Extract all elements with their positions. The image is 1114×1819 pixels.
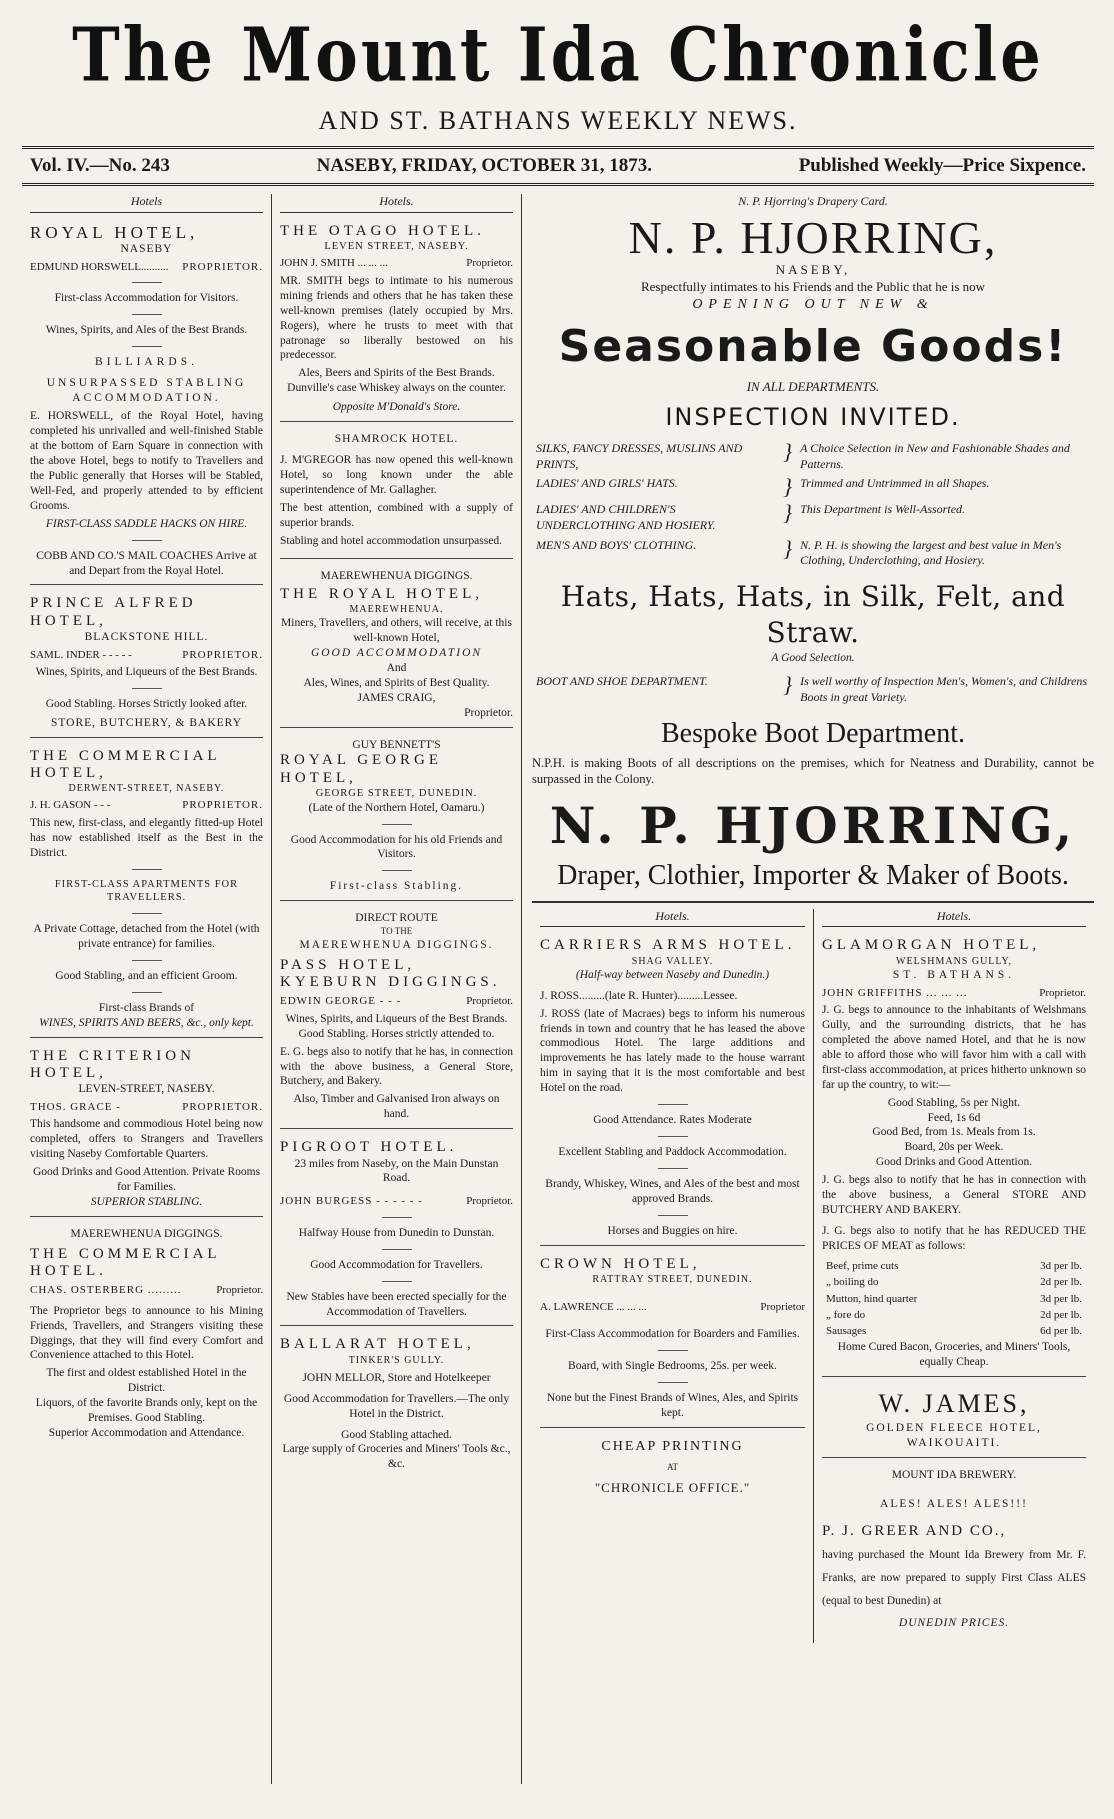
ad-line: Brandy, Whiskey, Wines, and Ales of the best and most approved Brands. (545, 1178, 800, 1206)
table-cell: MEN'S AND BOYS' CLOTHING. (536, 537, 697, 552)
ad-line: Good Drinks and Good Attention. Private Rooms for Families. (32, 1166, 261, 1194)
divider (658, 1382, 688, 1383)
ad-line: And (386, 661, 407, 674)
ad-line: WINES, SPIRITS AND BEERS, &c., only kept. (39, 1016, 254, 1029)
proprietor-role: Proprietor. (1039, 986, 1086, 999)
divider (382, 870, 412, 871)
ad-title: THE COMMERCIAL HOTEL. (30, 1245, 221, 1280)
ad-cheap-printing (540, 1434, 805, 1503)
ad-place: WELSHMANS GULLY, (896, 955, 1012, 967)
ad-heading: MAEREWHENUA DIGGINGS. (70, 1227, 223, 1240)
ad-maerewhenua-royal (280, 565, 513, 728)
ad-golden-fleece-hotel (822, 1383, 1086, 1458)
divider (382, 1249, 412, 1250)
ad-title: CROWN HOTEL, (540, 1255, 701, 1272)
ad-commercial-hotel (30, 744, 263, 1038)
ad-body: MR. SMITH begs to intimate to his numerous mining friends and others that he has taken these well-known premises (lately occupied by Mrs. Rogers), where he trusts to meet with that patronage so liberally bestowed on his predecessor. (280, 274, 513, 362)
ad-subhead: UNSURPASSED STABLING ACCOMMODATION. (46, 377, 247, 405)
proprietor-role: Proprietor. (466, 995, 513, 1008)
ad-headline: INSPECTION INVITED. (665, 402, 961, 431)
ad-line: Liquors, of the favorite Brands only, kept on the Premises. Good Stabling. (35, 1397, 258, 1425)
ad-prince-alfred-hotel (30, 591, 263, 738)
ad-line: Halfway House from Dunedin to Dunstan. (298, 1226, 495, 1239)
ad-line: Good Bed, from 1s. Meals from 1s. (872, 1126, 1036, 1139)
divider (658, 1136, 688, 1137)
masthead (22, 12, 1094, 138)
column-3 (522, 194, 1094, 1784)
proprietor-line (822, 986, 1086, 1000)
ad-line: Also, Timber and Galvanised Iron always on hand. (293, 1093, 500, 1121)
table-row (532, 439, 1094, 474)
ad-line: Home Cured Bacon, Groceries, and Miners' Tools, equally Cheap. (837, 1341, 1071, 1369)
table-cell: 3d per lb. (1040, 1292, 1082, 1305)
proprietor-role: PROPRIETOR. (182, 1101, 263, 1113)
ad-body: E. G. begs also to notify that he has, in connection with the above business, a General Store, Butchery, and Bakery. (280, 1045, 513, 1088)
table-cell: „ boiling do (826, 1276, 879, 1289)
ad-line: IN ALL DEPARTMENTS. (746, 379, 880, 395)
ad-place: SHAG VALLEY. (631, 955, 714, 967)
table-cell: N. P. H. is showing the largest and best value in Men's Clothing, Underclothing, and Hosiery. (800, 537, 1062, 568)
ad-line: Dunville's case Whiskey always on the counter. (287, 382, 506, 395)
ad-body: This handsome and commodious Hotel being now completed, offers to Strangers and Travellers visiting Naseby Comfortable Quarters. (30, 1118, 263, 1161)
sub-column-right (813, 909, 1094, 1643)
table-cell: 2d per lb. (1040, 1308, 1082, 1321)
divider (658, 1215, 688, 1216)
ad-line: Horses and Buggies on hire. (607, 1224, 738, 1237)
meat-price-table (822, 1257, 1086, 1340)
ad-carriers-arms-hotel (540, 933, 805, 1245)
table-cell: 6d per lb. (1040, 1325, 1082, 1338)
issue-date: NASEBY, FRIDAY, OCTOBER 31, 1873. (316, 155, 652, 176)
divider (658, 1168, 688, 1169)
ad-line: First-class Brands of (98, 1001, 195, 1014)
ad-headline: N. P. HJORRING, (549, 796, 1077, 856)
table-cell: Is well worthy of Inspection Men's, Women's, and Childrens Boots in great Variety. (800, 674, 1088, 704)
ad-line: JOHN MELLOR, Store and Hotelkeeper (302, 1371, 491, 1384)
ad-line: Good Stabling. Horses strictly attended to. (298, 1027, 495, 1040)
ad-criterion-hotel (30, 1044, 263, 1217)
ad-line: MAEREWHENUA DIGGINGS. (299, 938, 494, 951)
ad-title: GLAMORGAN HOTEL, (822, 937, 1041, 954)
section-heading: Hotels. (822, 909, 1086, 928)
columns (22, 194, 1094, 1784)
ad-maerewhenua-commercial (30, 1223, 263, 1447)
divider (132, 688, 162, 689)
proprietor-line (280, 256, 513, 270)
proprietor-line (30, 1283, 263, 1297)
ad-title: PRINCE ALFRED HOTEL, (30, 595, 197, 629)
ad-line: GOLDEN FLEECE HOTEL, (866, 1422, 1042, 1435)
ad-place: MAEREWHENUA. (349, 603, 444, 615)
table-row (824, 1324, 1084, 1338)
ad-title: THE COMMERCIAL HOTEL, (30, 747, 221, 782)
proprietor-name: SAML. INDER - - - - - (30, 648, 132, 661)
proprietor-line (30, 1100, 263, 1114)
ad-shamrock-hotel (280, 428, 513, 559)
table-row (824, 1308, 1084, 1322)
proprietor-role: Proprietor. (466, 257, 513, 270)
ad-title: SHAMROCK HOTEL. (334, 433, 459, 446)
masthead-subtitle: AND ST. BATHANS WEEKLY NEWS. (318, 106, 798, 135)
ad-line: Ales, Wines, and Spirits of Best Quality. (303, 676, 490, 689)
brace: } (783, 500, 793, 526)
table-row (532, 500, 1094, 535)
ad-title: ROYAL HOTEL, (30, 222, 199, 242)
table-cell: LADIES' AND GIRLS' HATS. (536, 476, 678, 491)
ad-line: Wines, Spirits, and Ales of the Best Brands. (45, 324, 248, 337)
proprietor-name: JOHN BURGESS - - - - - - (280, 1195, 423, 1208)
proprietor-name: EDWIN GEORGE - - - (280, 995, 402, 1008)
masthead-title: The Mount Ida Chronicle (72, 12, 1044, 99)
ad-line: First-Class Accommodation for Boarders and Families. (545, 1328, 800, 1341)
ad-line: Board, with Single Bedrooms, 25s. per week. (568, 1360, 777, 1373)
table-row (824, 1292, 1084, 1306)
divider (132, 282, 162, 283)
ad-place: NASEBY (120, 243, 173, 256)
ad-line: Good Stabling. Horses Strictly looked after. (45, 698, 248, 711)
ad-line: FIRST-CLASS APARTMENTS FOR TRAVELLERS. (54, 878, 239, 904)
proprietor-line (280, 1194, 513, 1208)
ad-headline: Hats, Hats, Hats, in Silk, Felt, and Straw. (560, 579, 1066, 650)
newspaper-page (22, 12, 1094, 1808)
section-heading: Hotels (30, 194, 263, 213)
column-2 (272, 194, 522, 1784)
ad-line: New Stables have been erected specially for the Accommodation of Travellers. (286, 1290, 507, 1318)
divider (658, 1104, 688, 1105)
signature: JAMES CRAIG, (357, 691, 436, 704)
ad-place: ST. BATHANS. (892, 968, 1016, 981)
ad-headline: Bespoke Boot Department. (660, 717, 966, 749)
ad-line: Good Drinks and Good Attention. (875, 1156, 1033, 1169)
ad-body: having purchased the Mount Ida Brewery from Mr. F. Franks, are now prepared to supply First Class ALES (equal to best Dunedin) at (822, 1549, 1086, 1608)
ad-line: First-class Stabling. (329, 880, 464, 893)
ad-line: Good Stabling, and an efficient Groom. (55, 969, 238, 982)
ad-body: J. ROSS (late of Macraes) begs to inform his numerous friends in town and country that he has leased the above commodious Hotel. The large additions and improvements he has lately made to the house warrant him in saying that it is the most comfortable and best Hotel on the road. (540, 1007, 805, 1095)
ad-line: Good Attendance. Rates Moderate (593, 1114, 752, 1127)
ad-mount-ida-brewery (822, 1464, 1086, 1637)
brace: } (783, 439, 793, 465)
divider (132, 540, 162, 541)
divider (132, 869, 162, 870)
ad-title: PASS HOTEL, KYEBURN DIGGINGS. (280, 956, 501, 991)
ad-place: LEVEN STREET, NASEBY. (324, 240, 469, 252)
ad-title: W. JAMES, (878, 1389, 1030, 1419)
table-cell: A Choice Selection in New and Fashionable Shades and Patterns. (800, 441, 1070, 471)
proprietor-line: J. ROSS.........(late R. Hunter).........Lessee. (540, 989, 738, 1002)
divider (132, 314, 162, 315)
ad-line: Feed, 1s 6d (927, 1111, 981, 1124)
boot-table (532, 672, 1094, 707)
proprietor-role: PROPRIETOR. (182, 799, 263, 812)
ad-place: LEVEN-STREET, NASEBY. (78, 1083, 215, 1096)
table-cell: SILKS, FANCY DRESSES, MUSLINS AND PRINTS, (536, 441, 743, 471)
divider (382, 1281, 412, 1282)
ad-place: TINKER'S GULLY. (348, 1354, 445, 1366)
ad-line: "CHRONICLE OFFICE." (594, 1480, 751, 1496)
ad-title: CHEAP PRINTING (601, 1439, 744, 1455)
section-heading: Hotels. (280, 194, 513, 213)
ad-heading: MAEREWHENUA DIGGINGS. (320, 569, 473, 582)
publication-price: Published Weekly—Price Sixpence. (798, 155, 1086, 176)
ad-body: This new, first-class, and elegantly fitted-up Hotel has now established itself as the Best in the District. (30, 816, 263, 859)
table-cell: Beef, prime cuts (826, 1259, 899, 1272)
ad-line: A Good Selection. (771, 652, 855, 665)
table-cell: Mutton, hind quarter (826, 1292, 918, 1305)
ad-line: Wines, Spirits, and Liqueurs of the Best Brands. (35, 666, 258, 679)
proprietor-line (30, 260, 263, 274)
ad-title: CARRIERS ARMS HOTEL. (540, 937, 796, 954)
ad-line: Good Accommodation for Travellers. (310, 1258, 483, 1271)
ad-line: BILLIARDS. (95, 356, 198, 369)
ad-title: THE ROYAL HOTEL, (280, 585, 484, 602)
ad-line: TO THE (380, 926, 413, 937)
ad-pass-hotel (280, 907, 513, 1129)
signature-role: Proprietor. (464, 706, 513, 719)
sub-columns (532, 901, 1094, 1643)
sub-column-left (532, 909, 813, 1643)
ad-title: THE CRITERION HOTEL, (30, 1047, 195, 1081)
ad-line: (Half-way between Naseby and Dunedin.) (575, 968, 770, 981)
ad-place: NASEBY, (775, 261, 851, 277)
divider (382, 824, 412, 825)
brace: } (783, 474, 793, 500)
divider (132, 992, 162, 993)
ad-line: Superior Accommodation and Attendance. (48, 1427, 245, 1440)
table-cell: Trimmed and Untrimmed in all Shapes. (800, 476, 990, 491)
ad-line: Good Stabling, 5s per Night. (887, 1096, 1021, 1109)
proprietor-name: JOHN GRIFFITHS ... ... ... (822, 986, 968, 999)
table-cell: 3d per lb. (1040, 1259, 1082, 1272)
ad-heading: DIRECT ROUTE (355, 912, 438, 925)
table-row (824, 1275, 1084, 1289)
table-row (532, 536, 1094, 571)
table-cell: 2d per lb. (1040, 1276, 1082, 1289)
ad-body: J. G. begs also to notify that he has in connection with the above business, a General STORE AND BUTCHERY AND BAKERY. (822, 1174, 1086, 1217)
divider (132, 913, 162, 914)
proprietor-line (30, 648, 263, 662)
ad-line: Opposite M'Donald's Store. (332, 401, 461, 414)
ad-title: N. P. HJORRING, (628, 211, 998, 263)
table-row (824, 1259, 1084, 1273)
ad-body: The best attention, combined with a supply of superior brands. (280, 501, 513, 529)
ad-title: ROYAL GEORGE HOTEL, (280, 752, 443, 786)
ad-line: Ales, Beers and Spirits of the Best Brands. (298, 367, 495, 380)
ad-royal-hotel (30, 219, 263, 586)
proprietor-line (30, 798, 263, 812)
ad-line: None but the Finest Brands of Wines, Ales, and Spirits kept. (546, 1392, 799, 1420)
proprietor-role: Proprietor. (216, 1284, 263, 1297)
ad-glamorgan-hotel (822, 933, 1086, 1377)
ad-line: STORE, BUTCHERY, & BAKERY (50, 717, 243, 730)
ad-line: Good Stabling attached. (341, 1428, 452, 1441)
proprietor-name: A. LAWRENCE ... ... ... (540, 1301, 647, 1314)
ad-body: Miners, Travellers, and others, will receive, at this well-known Hotel, (281, 616, 512, 644)
ad-line: ALES! ALES! ALES!!! (880, 1497, 1028, 1510)
ad-line: AT (667, 1462, 678, 1473)
ad-pigroot-hotel (280, 1135, 513, 1326)
ad-line: Good Accommodation for Travellers.—The only Hotel in the District. (283, 1392, 510, 1420)
ad-line: WAIKOUAITI. (906, 1437, 1002, 1450)
table-row (532, 474, 1094, 500)
divider (132, 960, 162, 961)
volume-number: Vol. IV.—No. 243 (30, 155, 170, 176)
proprietor-name: THOS. GRACE - (30, 1101, 121, 1113)
ad-ballarat-hotel (280, 1332, 513, 1478)
ad-line: FIRST-CLASS SADDLE HACKS ON HIRE. (45, 517, 248, 530)
ad-title: BALLARAT HOTEL, (280, 1336, 475, 1353)
table-row (532, 672, 1094, 707)
table-cell: Sausages (826, 1325, 867, 1338)
ad-line: Board, 20s per Week. (904, 1141, 1004, 1154)
divider (658, 1350, 688, 1351)
ad-line: Good Accommodation for his old Friends and Visitors. (290, 833, 503, 861)
ad-body: J. G. begs also to notify that he has REDUCED THE PRICES OF MEAT as follows: (822, 1225, 1086, 1253)
ad-body: N.P.H. is making Boots of all descriptions on the premises, which for Neatness and Durability, cannot be surpassed in the Colony. (532, 755, 1094, 787)
ad-place: 23 miles from Naseby, on the Main Dunstan Road. (294, 1157, 499, 1185)
ad-headline: Draper, Clothier, Importer & Maker of Boots. (557, 860, 1069, 892)
ad-line: Excellent Stabling and Paddock Accommodation. (558, 1146, 787, 1159)
proprietor-role: Proprietor. (466, 1195, 513, 1208)
ad-body: J. M'GREGOR has now opened this well-known Hotel, so long known under the able superintendence of Mr. Gallagher. (280, 454, 513, 497)
ad-heading: MOUNT IDA BREWERY. (891, 1468, 1017, 1481)
departments-table (532, 439, 1094, 571)
proprietor-role: PROPRIETOR. (182, 261, 263, 274)
ad-line: SUPERIOR STABLING. (90, 1195, 203, 1208)
ad-line: Respectfully intimates to his Friends and the Public that he is now (640, 278, 986, 294)
ad-title: P. J. GREER AND CO., (822, 1522, 1007, 1539)
ad-line: A Private Cottage, detached from the Hotel (with private entrance) for families. (33, 922, 260, 950)
proprietor-line (540, 1300, 805, 1314)
ad-title: PIGROOT HOTEL. (280, 1139, 458, 1156)
ad-line: COBB AND CO.'S MAIL COACHES Arrive at and Depart from the Royal Hotel. (36, 549, 257, 577)
ad-heading: GUY BENNETT'S (352, 738, 441, 751)
proprietor-line (280, 994, 513, 1008)
proprietor-name: J. H. GASON - - - (30, 799, 111, 812)
brace: } (783, 672, 793, 698)
ad-line: Wines, Spirits, and Liqueurs of the Best Brands. (285, 1012, 508, 1025)
ad-place: BLACKSTONE HILL. (84, 630, 209, 643)
ad-body: Stabling and hotel accommodation unsurpassed. (280, 534, 502, 547)
brace: } (783, 535, 793, 561)
ad-otago-hotel (280, 219, 513, 423)
ad-heading: N. P. Hjorring's Drapery Card. (738, 194, 888, 208)
ad-hjorring-drapery (532, 194, 1094, 895)
proprietor-name: EDMUND HORSWELL.......... (30, 261, 169, 274)
ad-line: DUNEDIN PRICES. (898, 1617, 1010, 1630)
ad-line: (Late of the Northern Hotel, Oamaru.) (308, 801, 485, 814)
proprietor-role: Proprietor (760, 1301, 805, 1314)
ad-line: Large supply of Groceries and Miners' Tools &c., &c. (282, 1443, 511, 1471)
ad-headline: Seasonable Goods! (558, 320, 1068, 372)
table-cell: This Department is Well-Assorted. (800, 502, 966, 517)
proprietor-name: JOHN J. SMITH ... ... ... (280, 257, 388, 270)
ad-body: The Proprietor begs to announce to his Mining Friends, Travellers, and Strangers visiting these Diggings, that they will find every Comfort and Convenience attached to this Hotel. (30, 1304, 263, 1362)
ad-place: DERWENT-STREET, NASEBY. (68, 783, 225, 795)
table-cell: „ fore do (826, 1308, 866, 1321)
ad-line: GOOD ACCOMMODATION (310, 646, 483, 659)
ad-body: E. HORSWELL, of the Royal Hotel, having completed his unrivalled and well-finished Stable at the bottom of Earn Square in connection with the above Hotel, begs to notify to Travellers and the Public generally that Horses will be Stabled, Well-Fed, and properly attended to by efficient Grooms. (30, 410, 263, 512)
ad-line: The first and oldest established Hotel in the District. (46, 1367, 247, 1395)
proprietor-role: PROPRIETOR. (182, 648, 263, 661)
divider (382, 1217, 412, 1218)
ad-crown-hotel (540, 1252, 805, 1428)
ad-place: GEORGE STREET, DUNEDIN. (315, 787, 478, 799)
divider (132, 346, 162, 347)
proprietor-name: CHAS. OSTERBERG ......... (30, 1284, 182, 1297)
ad-line: First-class Accommodation for Visitors. (54, 292, 239, 305)
column-1 (22, 194, 272, 1784)
table-cell: BOOT AND SHOE DEPARTMENT. (536, 674, 708, 689)
ad-body: J. G. begs to announce to the inhabitants of Welshmans Gully, and the surrounding districts, that he has completed the above named Hotel, and that he is now able to afford those who will favor him with a call with first-class accommodation, at prices hitherto unknown so far up the country, to wit:— (822, 1003, 1086, 1091)
ad-royal-george-hotel (280, 734, 513, 902)
section-heading: Hotels. (540, 909, 805, 928)
dateline (22, 146, 1094, 186)
ad-place: RATTRAY STREET, DUNEDIN. (592, 1274, 753, 1286)
ad-title: THE OTAGO HOTEL. (280, 222, 485, 239)
ad-line: OPENING OUT NEW & (692, 296, 934, 312)
table-cell: LADIES' AND CHILDREN'S UNDERCLOTHING AND HOSIERY. (536, 502, 716, 532)
